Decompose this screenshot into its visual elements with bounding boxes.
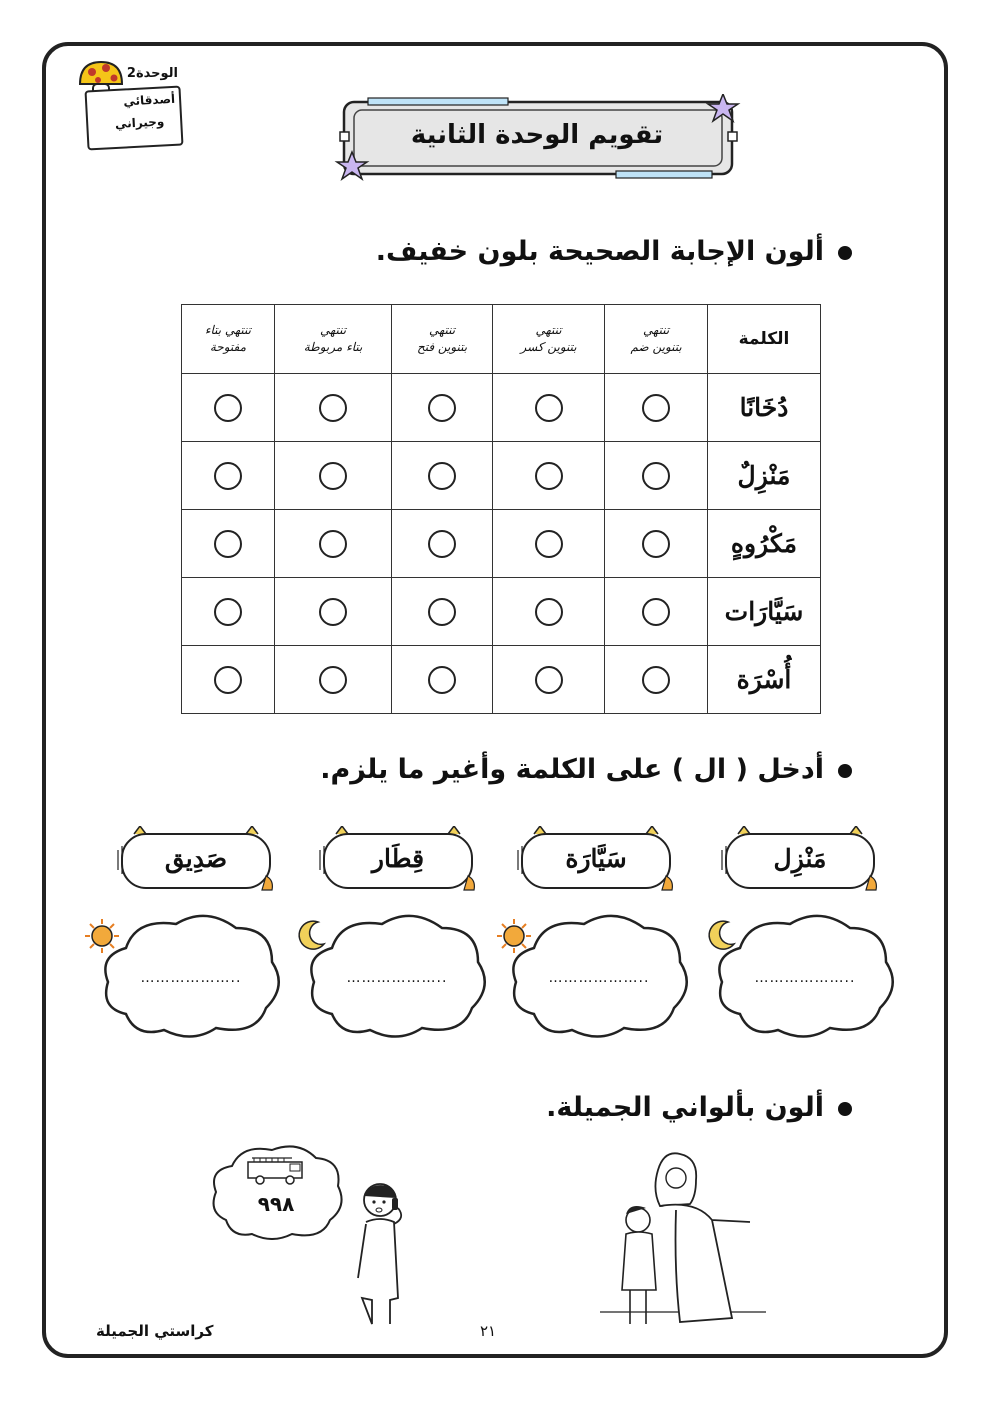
answer-cell [492, 646, 604, 714]
answer-cell [182, 442, 275, 510]
word-tag [720, 826, 880, 892]
answer-circle[interactable] [642, 598, 670, 626]
answer-blank: ……………….. [754, 970, 856, 986]
answer-circle[interactable] [214, 666, 242, 694]
unit-paper [84, 86, 183, 151]
answer-circle[interactable] [642, 462, 670, 490]
table-header-row [182, 305, 821, 374]
answer-circle[interactable] [428, 462, 456, 490]
answer-circle[interactable] [319, 666, 347, 694]
answer-cell [605, 374, 708, 442]
section3-heading [546, 1092, 852, 1123]
row-word: أُسْرَة [708, 646, 821, 714]
column-header-line2: بتنوين ضم [630, 340, 682, 354]
answer-cell [392, 578, 493, 646]
section3-instruction: ألون بألواني الجميلة. [546, 1092, 824, 1123]
section2-instruction: أدخل ( ال ) على الكلمة وأغير ما يلزم. [320, 754, 824, 785]
unit-number: الوحدة2 [126, 66, 178, 81]
page-number: ٢١ [480, 1322, 497, 1340]
row-word: سَيَّارَات [708, 578, 821, 646]
mother-and-child-illustration [600, 1150, 766, 1332]
unit-title-line1: أصدقائي [123, 91, 176, 109]
table-row [182, 374, 821, 442]
word-tag [516, 826, 676, 892]
table-row [182, 510, 821, 578]
answer-circle[interactable] [319, 394, 347, 422]
word-tag-text: صَدِيق [164, 844, 228, 873]
answer-table [181, 304, 821, 714]
row-word: دُخَانًا [708, 374, 821, 442]
answer-cloud[interactable] [504, 904, 694, 1044]
answer-cell [492, 578, 604, 646]
table-row [182, 578, 821, 646]
answer-circle[interactable] [428, 666, 456, 694]
section1-heading [376, 236, 852, 267]
answer-circle[interactable] [214, 394, 242, 422]
answer-circle[interactable] [535, 530, 563, 558]
answer-cell [605, 646, 708, 714]
answer-circle[interactable] [319, 462, 347, 490]
answer-circle[interactable] [642, 666, 670, 694]
answer-cell [274, 578, 391, 646]
column-header [182, 305, 275, 374]
answer-circle[interactable] [428, 530, 456, 558]
column-header [274, 305, 391, 374]
word-tag-text: قِطَار [371, 844, 425, 873]
answer-blank: ……………….. [140, 970, 242, 986]
row-word: مَنْزِلٌ [708, 442, 821, 510]
answer-cell [274, 374, 391, 442]
answer-cell [605, 510, 708, 578]
emergency-number: ٩٩٨ [257, 1192, 295, 1216]
footer-brand: كراستي الجميلة [96, 1322, 214, 1340]
column-header [492, 305, 604, 374]
column-header [605, 305, 708, 374]
section1-instruction: ألون الإجابة الصحيحة بلون خفيف. [375, 236, 824, 267]
column-header-word: الكلمة [708, 305, 821, 374]
answer-circle[interactable] [535, 462, 563, 490]
thought-cloud [206, 1140, 346, 1240]
row-word: مَكْرُوهٍ [708, 510, 821, 578]
answer-cell [392, 510, 493, 578]
answer-cloud[interactable] [96, 904, 286, 1044]
answer-blank: ……………….. [548, 970, 650, 986]
column-header-line1: تنتهي [319, 323, 347, 337]
answer-cell [492, 374, 604, 442]
answer-cell [605, 578, 708, 646]
table-row [182, 442, 821, 510]
column-header-line2: بتاء مربوطة [303, 340, 363, 354]
answer-cell [274, 510, 391, 578]
answer-cell [274, 442, 391, 510]
word-tag [318, 826, 478, 892]
answer-circle[interactable] [214, 462, 242, 490]
answer-cell [492, 510, 604, 578]
word-tag [116, 826, 276, 892]
answer-circle[interactable] [535, 598, 563, 626]
bullet-icon [838, 764, 852, 778]
answer-cell [182, 578, 275, 646]
bullet-icon [838, 246, 852, 260]
answer-circle[interactable] [214, 530, 242, 558]
word-tag-text: مَنْزِل [773, 844, 827, 873]
answer-cell [492, 442, 604, 510]
page-title: تقويم الوحدة الثانية [410, 120, 664, 150]
answer-circle[interactable] [535, 394, 563, 422]
answer-cell [274, 646, 391, 714]
section2-heading [320, 754, 852, 785]
answer-cell [605, 442, 708, 510]
answer-circle[interactable] [214, 598, 242, 626]
answer-cloud[interactable] [710, 904, 900, 1044]
column-header-line1: تنتهي [429, 323, 456, 337]
bullet-icon [838, 1102, 852, 1116]
answer-blank: ……………….. [346, 970, 448, 986]
answer-circle[interactable] [642, 394, 670, 422]
column-header-line1: تنتهي بتاء [204, 323, 252, 337]
fire-truck-icon [246, 1152, 308, 1186]
title-banner [330, 94, 744, 184]
column-header-line1: تنتهي [535, 323, 562, 337]
answer-cell [392, 442, 493, 510]
answer-circle[interactable] [535, 666, 563, 694]
column-header-line1: تنتهي [643, 323, 670, 337]
answer-circle[interactable] [428, 598, 456, 626]
table-row [182, 646, 821, 714]
answer-circle[interactable] [319, 530, 347, 558]
answer-cell [392, 374, 493, 442]
answer-cloud[interactable] [302, 904, 492, 1044]
answer-cell [182, 374, 275, 442]
answer-circle[interactable] [428, 394, 456, 422]
boy-on-phone-illustration [344, 1178, 420, 1328]
column-header-line2: بتنوين كسر [520, 340, 577, 354]
column-header-line2: بتنوين فتح [416, 340, 468, 354]
answer-cell [182, 510, 275, 578]
unit-badge [76, 58, 184, 150]
column-header [392, 305, 493, 374]
column-header-line2: مفتوحة [209, 340, 247, 354]
word-tag-text: سَيَّارَة [565, 844, 627, 873]
unit-title-line2: وجيراني [114, 114, 165, 131]
answer-circle[interactable] [319, 598, 347, 626]
answer-cell [182, 646, 275, 714]
answer-cell [392, 646, 493, 714]
answer-circle[interactable] [642, 530, 670, 558]
